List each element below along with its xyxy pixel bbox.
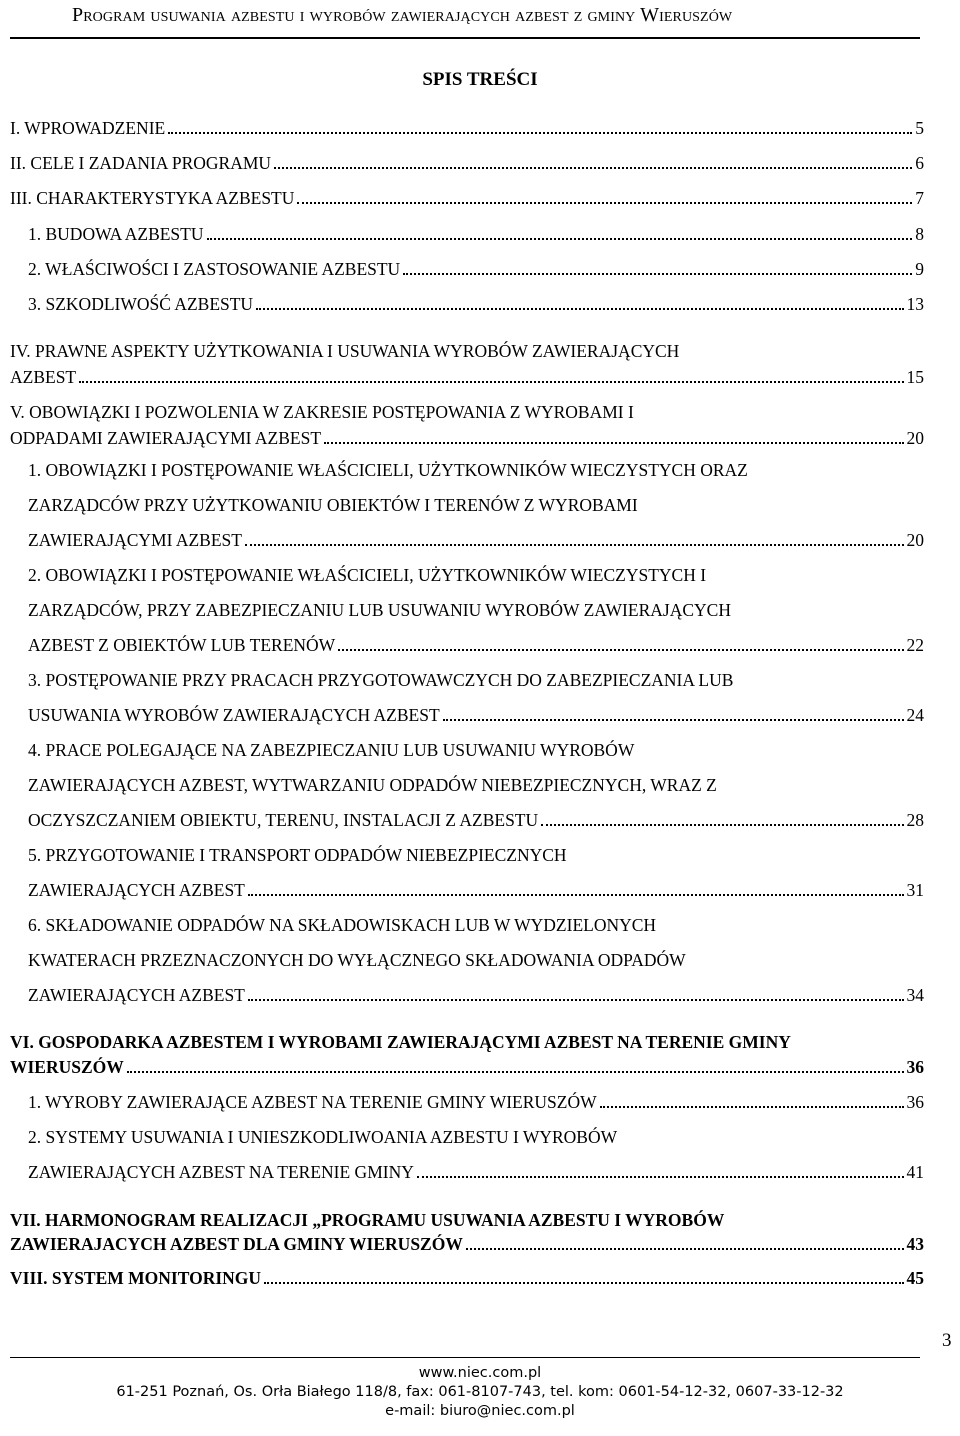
- toc-entry-text: ZAWIERAJACYCH AZBEST DLA GMINY WIERUSZÓW: [10, 1234, 463, 1254]
- toc-subentry[interactable]: [28, 635, 924, 656]
- toc-entry-page: 31: [906, 880, 924, 900]
- toc-leader: [541, 824, 903, 826]
- toc-leader: [127, 1071, 904, 1073]
- toc-entry-page: 5: [915, 118, 924, 138]
- toc-entry-text[interactable]: 2. SYSTEMY USUWANIA I UNIESZKODLIWOANIA AZBESTU I WYROBÓW: [28, 1127, 618, 1147]
- toc-entry-page: 15: [906, 367, 924, 387]
- toc-entry-text[interactable]: 1. OBOWIĄZKI I POSTĘPOWANIE WŁAŚCICIELI, UŻYTKOWNIKÓW WIECZYSTYCH ORAZ: [28, 460, 748, 480]
- toc-subentry[interactable]: [28, 259, 924, 280]
- toc-entry-text: 1. BUDOWA AZBESTU: [28, 224, 204, 244]
- toc-entry-text: ZAWIERAJĄCYCH AZBEST: [28, 985, 245, 1005]
- toc-entry-page: 34: [906, 985, 924, 1005]
- toc-leader: [245, 544, 904, 546]
- toc-leader: [79, 381, 903, 383]
- toc-leader: [264, 1282, 903, 1284]
- toc-leader: [207, 238, 913, 240]
- toc-entry-page: 7: [915, 188, 924, 208]
- toc-entry-text: 1. WYROBY ZAWIERAJĄCE AZBEST NA TERENIE GMINY WIERUSZÓW: [28, 1092, 597, 1112]
- header-title: Program usuwania azbestu i wyrobów zawierających azbest z gminy Wieruszów: [72, 4, 733, 26]
- toc-entry-page: 20: [906, 530, 924, 550]
- toc-entry-page: 6: [915, 153, 924, 173]
- toc-subentry[interactable]: [28, 985, 924, 1006]
- toc-entry-text: VIII. SYSTEM MONITORINGU: [10, 1268, 262, 1288]
- toc-entry-text: 2. WŁAŚCIWOŚCI I ZASTOSOWANIE AZBESTU: [28, 259, 401, 279]
- toc-entry[interactable]: [10, 1057, 924, 1078]
- toc-entry-text: II. CELE I ZADANIA PROGRAMU: [10, 153, 272, 173]
- toc-entry-page: 28: [906, 810, 924, 830]
- footer-address: 61-251 Poznań, Os. Orła Białego 118/8, fax: 061-8107-743, tel. kom: 0601-54-12-32, 0607-33-12-32: [116, 1384, 844, 1400]
- toc-entry-text: ZAWIERAJĄCYCH AZBEST: [28, 880, 245, 900]
- toc-subentry[interactable]: [28, 224, 924, 245]
- toc-subentry[interactable]: [28, 294, 924, 315]
- toc-entry-page: 20: [906, 428, 924, 448]
- toc-entry-text[interactable]: KWATERACH PRZEZNACZONYCH DO WYŁĄCZNEGO SKŁADOWANIA ODPADÓW: [28, 950, 686, 970]
- toc-entry-text[interactable]: VII. HARMONOGRAM REALIZACJI „PROGRAMU USUWANIA AZBESTU I WYROBÓW: [10, 1210, 725, 1230]
- toc-subentry[interactable]: [28, 1162, 924, 1183]
- toc-entry[interactable]: [10, 188, 924, 209]
- toc-entry-text[interactable]: 2. OBOWIĄZKI I POSTĘPOWANIE WŁAŚCICIELI, UŻYTKOWNIKÓW WIECZYSTYCH I: [28, 565, 707, 585]
- toc-entry-text: ODPADAMI ZAWIERAJĄCYMI AZBEST: [10, 428, 322, 448]
- toc-leader: [600, 1106, 904, 1108]
- toc-leader: [256, 308, 903, 310]
- toc-entry-text[interactable]: ZAWIERAJĄCYCH AZBEST, WYTWARZANIU ODPADÓW NIEBEZPIECZNYCH, WRAZ Z: [28, 775, 717, 795]
- toc-entry[interactable]: [10, 1234, 924, 1255]
- toc-title: SPIS TREŚCI: [422, 69, 538, 90]
- toc-entry[interactable]: [10, 428, 924, 449]
- toc-leader: [338, 649, 903, 651]
- toc-entry-text: 3. SZKODLIWOŚĆ AZBESTU: [28, 294, 254, 314]
- toc-entry[interactable]: [10, 1268, 924, 1289]
- footer-email[interactable]: e-mail: biuro@niec.com.pl: [385, 1403, 575, 1419]
- toc-leader: [403, 273, 912, 275]
- toc-subentry[interactable]: [28, 1092, 924, 1113]
- toc-entry-text[interactable]: ZARZĄDCÓW, PRZY ZABEZPIECZANIU LUB USUWANIU WYROBÓW ZAWIERAJĄCYCH: [28, 600, 731, 620]
- toc-leader: [466, 1248, 904, 1250]
- toc-entry-text: ZAWIERAJĄCYCH AZBEST NA TERENIE GMINY: [28, 1162, 414, 1182]
- toc-entry-text[interactable]: V. OBOWIĄZKI I POZWOLENIA W ZAKRESIE POSTĘPOWANIA Z WYROBAMI I: [10, 402, 634, 422]
- toc-entry-page: 41: [906, 1162, 924, 1182]
- toc-leader: [274, 167, 912, 169]
- toc-entry-page: 24: [906, 705, 924, 725]
- toc-entry-page: 36: [906, 1057, 924, 1077]
- toc-entry-text[interactable]: 3. POSTĘPOWANIE PRZY PRACACH PRZYGOTOWAWCZYCH DO ZABEZPIECZANIA LUB: [28, 670, 734, 690]
- toc-entry-text: ZAWIERAJĄCYMI AZBEST: [28, 530, 242, 550]
- toc-entry-text: AZBEST Z OBIEKTÓW LUB TERENÓW: [28, 635, 336, 655]
- toc-entry-text: I. WPROWADZENIE: [10, 118, 166, 138]
- toc-subentry[interactable]: [28, 880, 924, 901]
- toc-leader: [417, 1176, 904, 1178]
- toc-leader: [168, 132, 912, 134]
- toc-entry-page: 22: [906, 635, 924, 655]
- toc-leader: [248, 999, 904, 1001]
- toc-entry-text: WIERUSZÓW: [10, 1057, 124, 1077]
- toc-entry-page: 36: [906, 1092, 924, 1112]
- toc-entry-text[interactable]: 6. SKŁADOWANIE ODPADÓW NA SKŁADOWISKACH LUB W WYDZIELONYCH: [28, 915, 657, 935]
- toc-entry-page: 43: [906, 1234, 924, 1254]
- toc-entry-text[interactable]: VI. GOSPODARKA AZBESTEM I WYROBAMI ZAWIERAJĄCYMI AZBEST NA TERENIE GMINY: [10, 1032, 791, 1052]
- toc-entry-text[interactable]: 4. PRACE POLEGAJĄCE NA ZABEZPIECZANIU LUB USUWANIU WYROBÓW: [28, 740, 635, 760]
- toc-leader: [443, 719, 904, 721]
- toc-entry-text: USUWANIA WYROBÓW ZAWIERAJĄCYCH AZBEST: [28, 705, 440, 725]
- toc-leader: [324, 442, 903, 444]
- toc-entry-page: 9: [915, 259, 924, 279]
- toc-leader: [297, 202, 912, 204]
- toc-entry-text[interactable]: 5. PRZYGOTOWANIE I TRANSPORT ODPADÓW NIEBEZPIECZNYCH: [28, 845, 567, 865]
- toc-entry-text[interactable]: ZARZĄDCÓW PRZY UŻYTKOWANIU OBIEKTÓW I TERENÓW Z WYROBAMI: [28, 495, 638, 515]
- toc-subentry[interactable]: [28, 530, 924, 551]
- toc-entry-page: 8: [915, 224, 924, 244]
- toc-entry-page: 13: [906, 294, 924, 314]
- page-number: 3: [942, 1330, 952, 1351]
- toc-entry-page: 45: [906, 1268, 924, 1288]
- toc-entry[interactable]: [10, 367, 924, 388]
- toc-subentry[interactable]: [28, 705, 924, 726]
- toc-leader: [248, 894, 904, 896]
- toc-entry[interactable]: [10, 118, 924, 139]
- toc-entry-text: OCZYSZCZANIEM OBIEKTU, TERENU, INSTALACJI Z AZBESTU: [28, 810, 539, 830]
- footer-rule: [10, 1357, 920, 1358]
- footer-website[interactable]: www.niec.com.pl: [418, 1365, 542, 1381]
- toc-entry-text: AZBEST: [10, 367, 77, 387]
- page-footer: [0, 1364, 960, 1421]
- toc-entry[interactable]: [10, 153, 924, 174]
- toc-entry-text[interactable]: IV. PRAWNE ASPEKTY UŻYTKOWANIA I USUWANIA WYROBÓW ZAWIERAJĄCYCH: [10, 341, 680, 361]
- toc-entry-text: III. CHARAKTERYSTYKA AZBESTU: [10, 188, 295, 208]
- toc-subentry[interactable]: [28, 810, 924, 831]
